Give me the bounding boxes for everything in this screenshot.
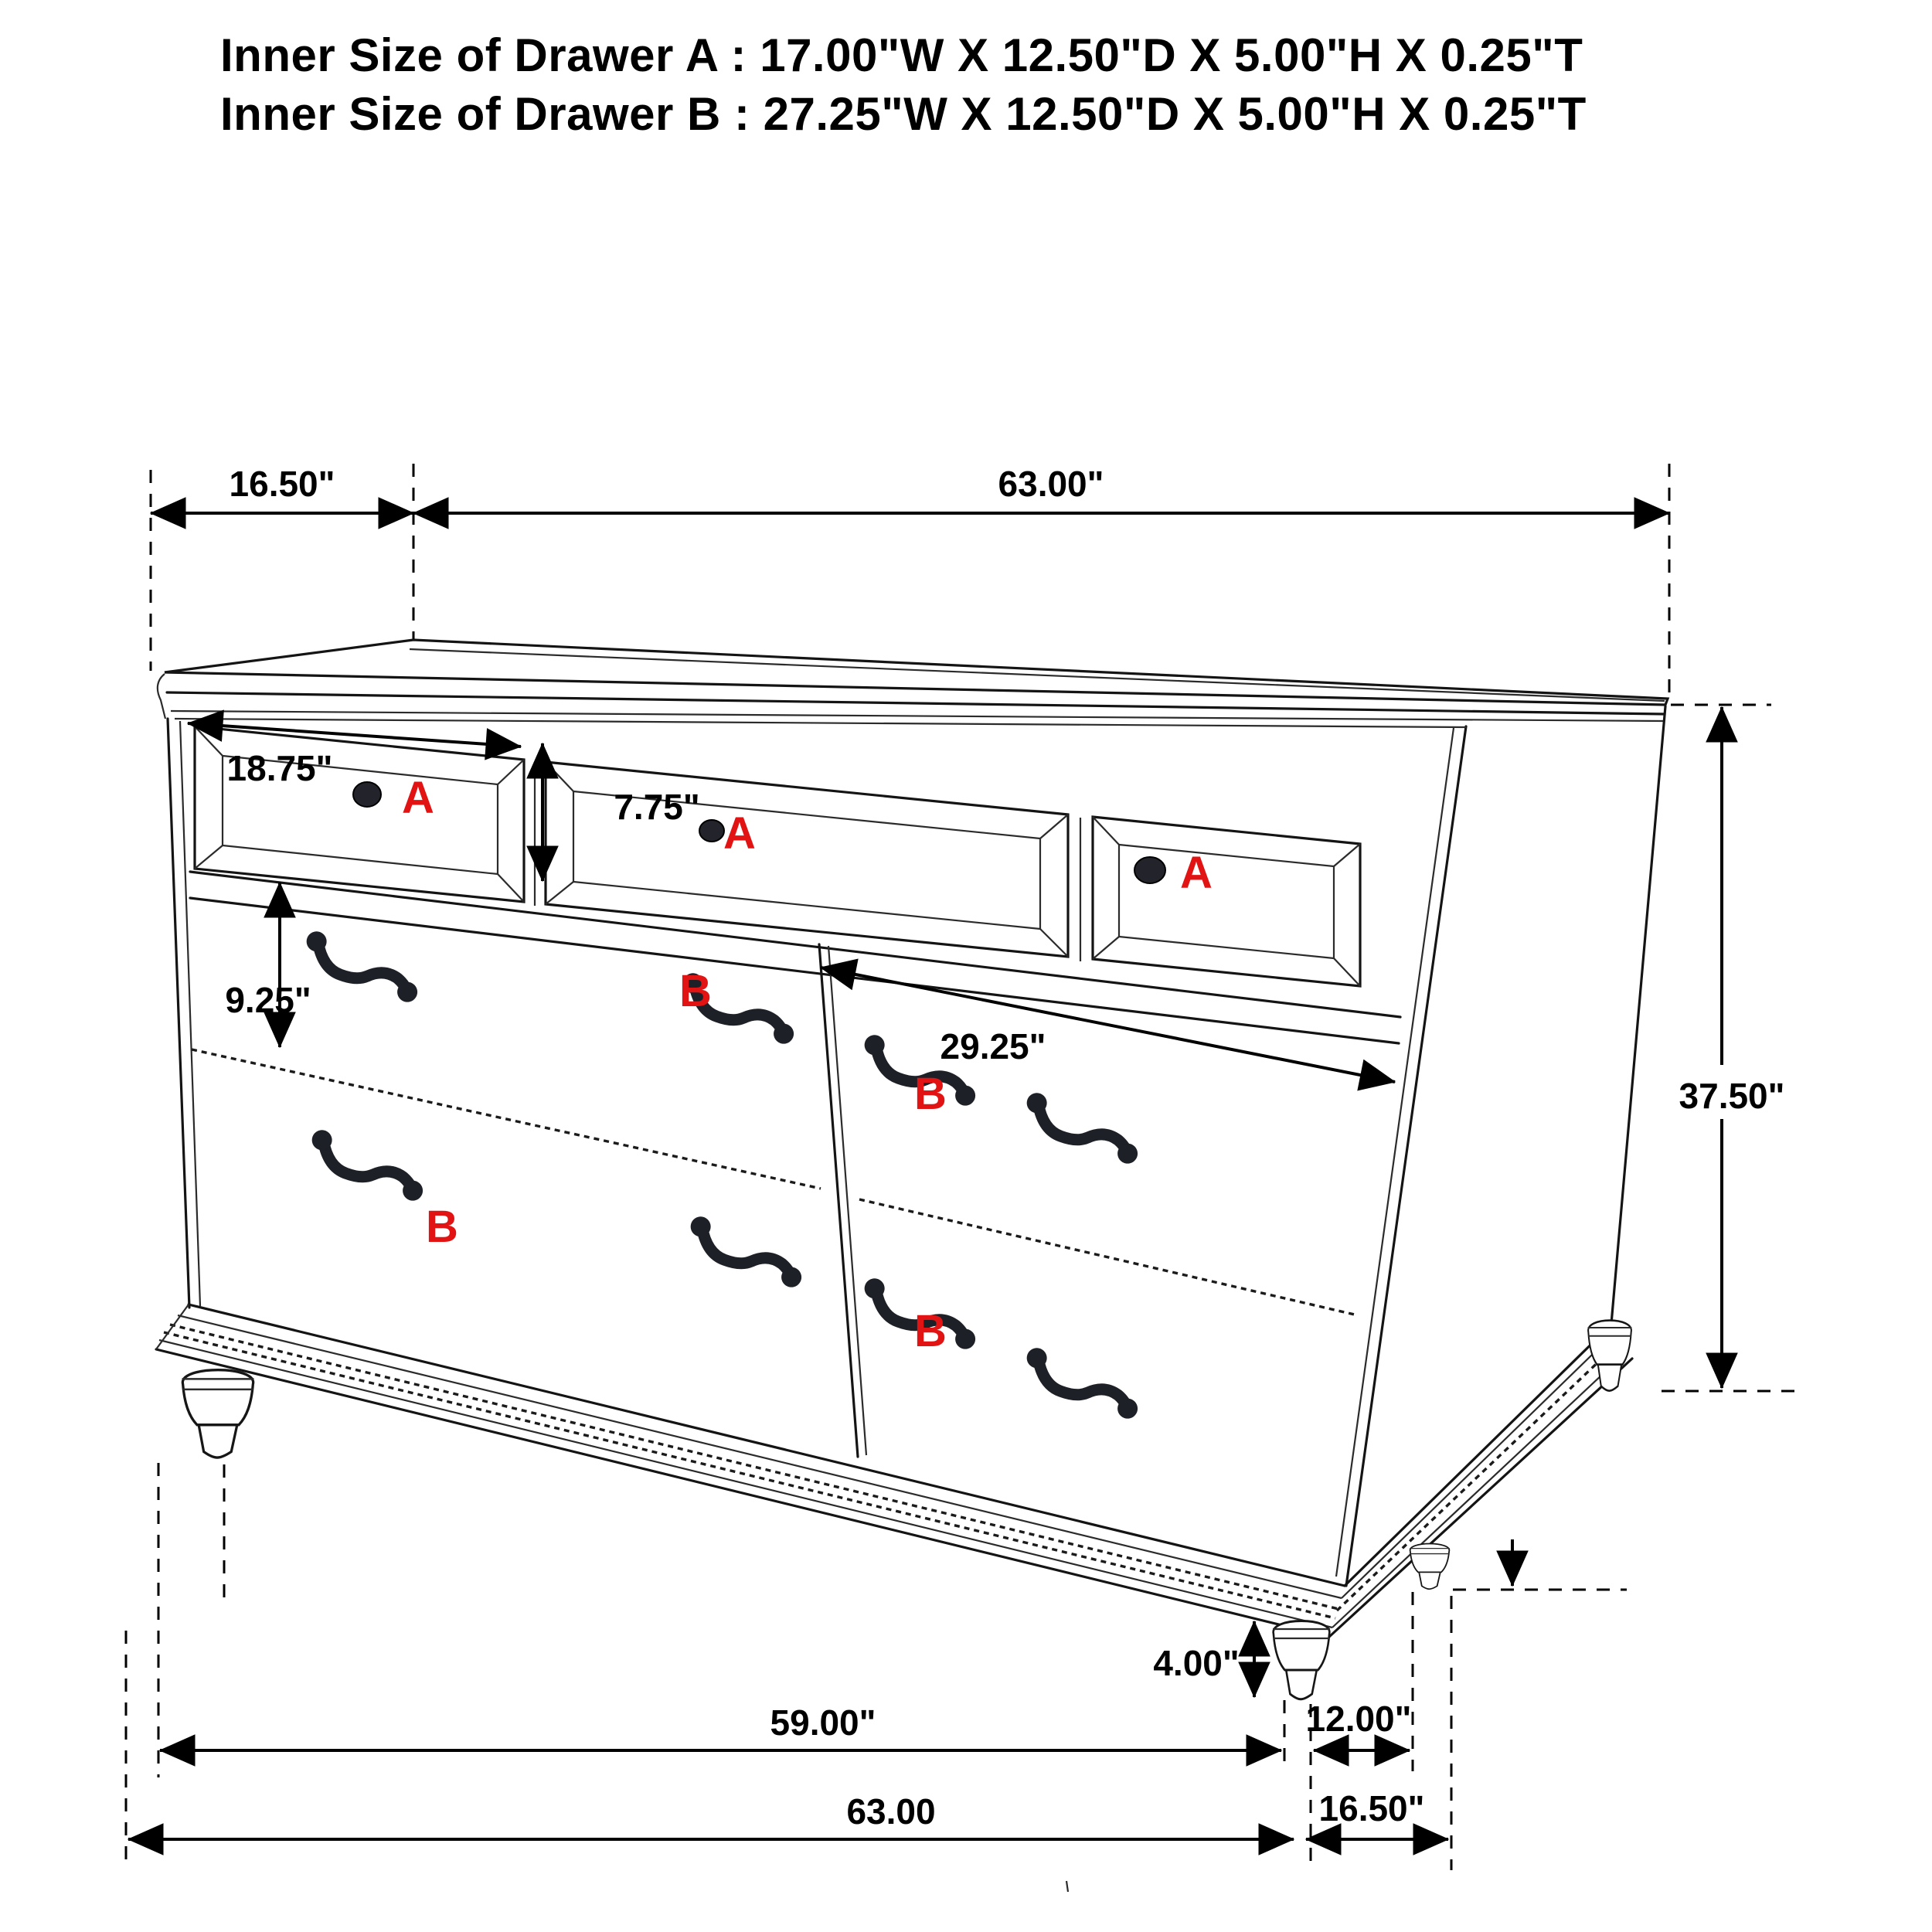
dim-side-feet-span [1306,1699,1412,1750]
dim-front-feet-span [160,1702,1281,1750]
label-drawer-b4: B [914,1306,947,1356]
label-drawer-b2: B [914,1069,947,1119]
b-row-gap-left [192,1049,821,1189]
label-drawer-a2: A [723,808,756,859]
dim-drawer-b-height-label: 9.25" [225,980,311,1020]
dim-drawer-a-width-label: 18.75" [226,748,333,788]
base-molding [156,1304,1632,1637]
dim-bottom-width [128,1791,1294,1839]
b-column-divider [819,944,858,1457]
left-stile [168,719,189,1308]
dim-foot-height [1153,1621,1254,1697]
b-row-gap-right [859,1199,1358,1315]
side-back-edge [1611,706,1665,1324]
dim-top-depth [151,464,413,671]
dim-bottom-width-label: 63.00 [846,1791,936,1832]
right-stile [1346,726,1466,1586]
drawer-a3 [1093,817,1360,986]
dim-drawer-a-height-label: 7.75" [614,787,700,827]
title-line-2: Inner Size of Drawer B : 27.25"W X 12.50"D X 5.00"H X 0.25"T [220,88,1587,140]
dim-side-feet-span-label: 12.00" [1305,1699,1412,1739]
knob-icon [1134,857,1165,883]
dim-total-height-label: 37.50" [1679,1076,1785,1116]
knob-icon [699,820,724,842]
dim-drawer-a-width [188,723,521,788]
dim-bottom-depth [1306,1788,1448,1839]
dim-bottom-depth-label: 16.50" [1318,1788,1425,1828]
label-drawer-b3: B [426,1202,458,1252]
dim-drawer-b-width [821,968,1395,1082]
label-drawer-a3: A [1180,848,1213,898]
dim-foot-height-label: 4.00" [1153,1643,1240,1683]
label-drawer-b1: B [679,966,712,1016]
knob-icon [353,782,381,807]
tick-mark [1066,1881,1068,1892]
dim-front-feet-span-label: 59.00" [770,1702,876,1743]
title-line-1: Inner Size of Drawer A : 17.00"W X 12.50"D X 5.00"H X 0.25"T [220,29,1583,81]
dim-top-width [413,464,1669,699]
dim-total-height [1662,705,1801,1391]
dresser-drawing [156,640,1668,1699]
label-drawer-a1: A [402,773,434,823]
dim-top-depth-label: 16.50" [229,464,335,504]
dim-drawer-b-width-label: 29.25" [940,1026,1046,1066]
dim-top-width-label: 63.00" [998,464,1104,504]
